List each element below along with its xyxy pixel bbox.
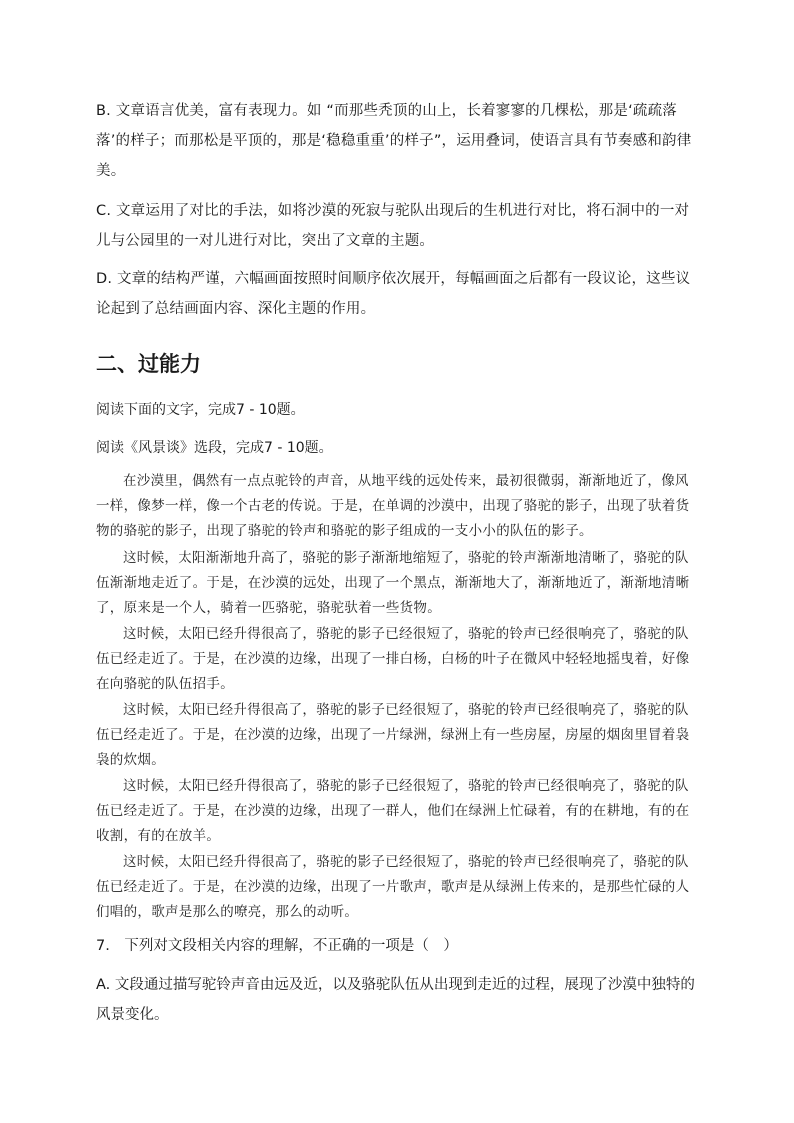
option-c: C. 文章运用了对比的手法，如将沙漠的死寂与驼队出现后的生机进行对比，将石洞中的一对儿与公园里的一对儿进行对比，突出了文章的主题。 — [96, 203, 690, 249]
instruction-read: 阅读下面的文字，完成7 - 10题。 — [96, 402, 305, 418]
passage-paragraph-4: 这时候，太阳已经升得很高了，骆驼的影子已经很短了，骆驼的铃声已经很响亮了，骆驼的队伍已经走近了。于是，在沙漠的边缘，出现了一片绿洲，绿洲上有一些房屋，房屋的烟囱里冒着袅袅的炊烟。 — [96, 702, 690, 768]
passage-paragraph-6: 这时候，太阳已经升得很高了，骆驼的影子已经很短了，骆驼的铃声已经很响亮了，骆驼的队伍已经走近了。于是，在沙漠的边缘，出现了一片歌声，歌声是从绿洲上传来的，是那些忙碌的人们唱的，歌声是那么的嘹亮，那么的动听。 — [96, 854, 690, 920]
option-d: D. 文章的结构严谨，六幅画面按照时间顺序依次展开，每幅画面之后都有一段议论，这些议论起到了总结画面内容、深化主题的作用。 — [96, 271, 691, 317]
instruction-passage: 阅读《风景谈》选段，完成7 - 10题。 — [96, 440, 333, 456]
question-7-stem: 7. 下列对文段相关内容的理解，不正确的一项是（ ） — [96, 938, 458, 954]
question-7-option-a: A. 文段通过描写驼铃声音由远及近，以及骆驼队伍从出现到走近的过程，展现了沙漠中独特的风景变化。 — [96, 977, 695, 1023]
section-heading: 二、过能力 — [96, 352, 201, 376]
passage-paragraph-3: 这时候，太阳已经升得很高了，骆驼的影子已经很短了，骆驼的铃声已经很响亮了，骆驼的队伍已经走近了。于是，在沙漠的边缘，出现了一排白杨，白杨的叶子在微风中轻轻地摇曳着，好像在向骆驼的队伍招手。 — [96, 626, 690, 692]
passage-paragraph-1: 在沙漠里，偶然有一点点驼铃的声音，从地平线的远处传来，最初很微弱，渐渐地近了，像风一样，像梦一样，像一个古老的传说。于是，在单调的沙漠中，出现了骆驼的影子，出现了驮着货物的骆驼的影子，出现了骆驼的铃声和骆驼的影子组成的一支小小的队伍的影子。 — [96, 473, 690, 539]
option-b: B. 文章语言优美，富有表现力。如 “而那些秃顶的山上，长着寥寥的几棵松，那是‘疏疏落落’的样子；而那松是平顶的，那是‘稳稳重重’的样子”，运用叠词，使语言具有节奏感和韵律美。 — [96, 103, 692, 179]
passage-paragraph-2: 这时候，太阳渐渐地升高了，骆驼的影子渐渐地缩短了，骆驼的铃声渐渐地清晰了，骆驼的队伍渐渐地走近了。于是，在沙漠的远处，出现了一个黑点，渐渐地大了，渐渐地近了，渐渐地清晰了，原来是一个人，骑着一匹骆驼，骆驼驮着一些货物。 — [96, 550, 690, 616]
passage-paragraph-5: 这时候，太阳已经升得很高了，骆驼的影子已经很短了，骆驼的铃声已经很响亮了，骆驼的队伍已经走近了。于是，在沙漠的边缘，出现了一群人，他们在绿洲上忙碌着，有的在耕地，有的在收割，有的在放羊。 — [96, 778, 690, 844]
